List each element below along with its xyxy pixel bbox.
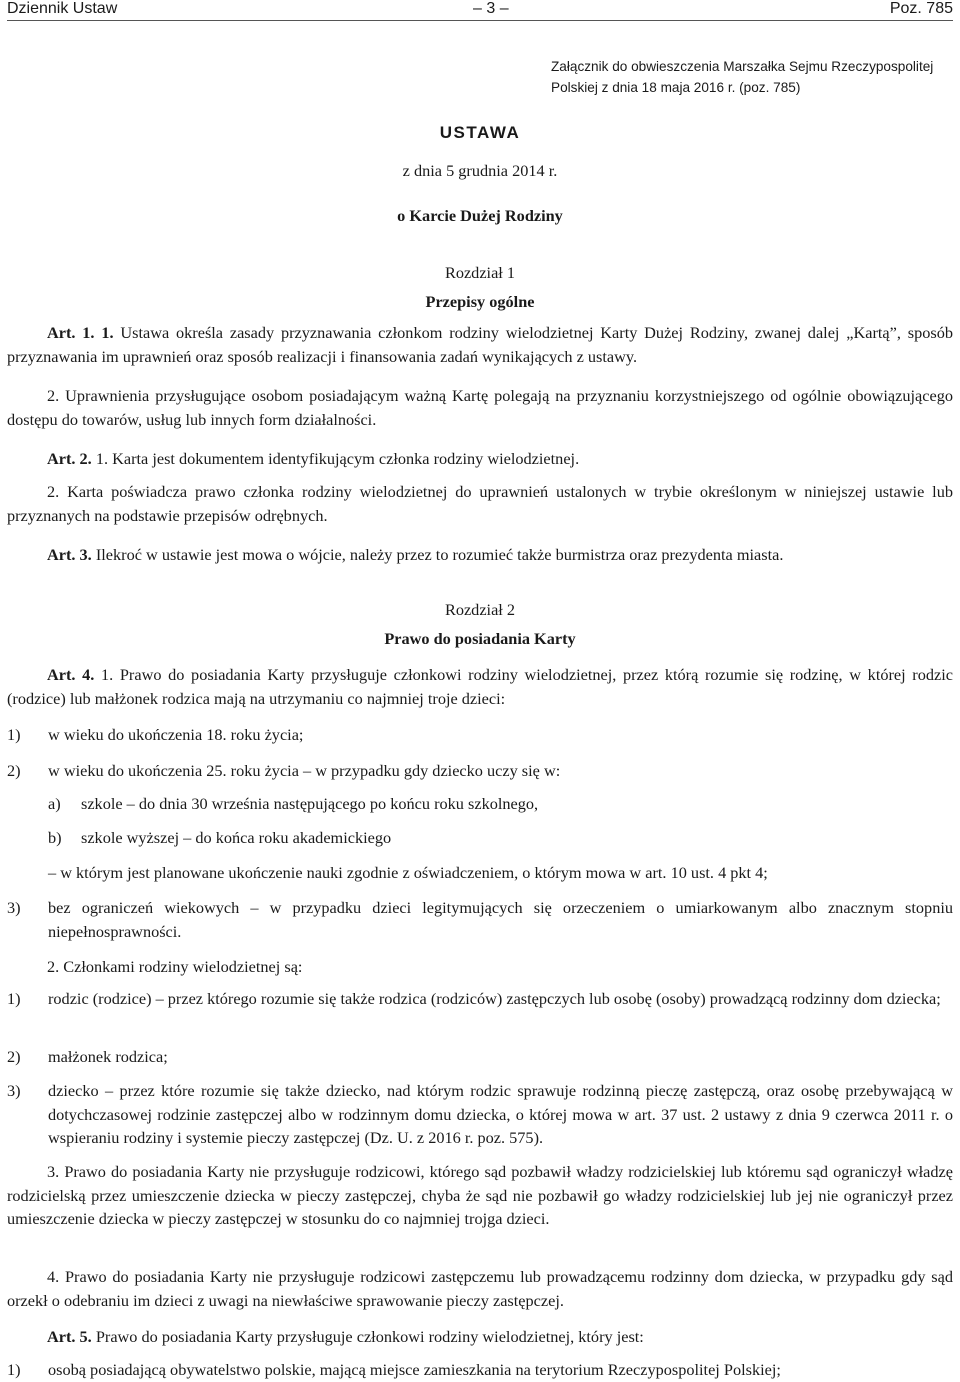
item-number: 1)	[7, 725, 21, 744]
art-1-label: Art. 1. 1.	[47, 323, 114, 342]
art-4-par-1	[7, 663, 953, 710]
page-number: – 3 –	[473, 0, 509, 17]
art-3	[7, 543, 953, 567]
art-4-par-3: 3. Prawo do posiadania Karty nie przysługuje rodzicowi, którego sąd pozbawił władzy rodzicielskiej lub któremu sąd ograniczył władzę rodzicielską przez umieszczenie dziecka w pieczy zastępczej, chyba że sąd nie pozbawił go władzy rodzicielskiej lub jej nie ograniczył przez umieszczenie dziecka w pieczy zastępczej w stosunku do co najmniej trojga dzieci.	[7, 1162, 953, 1228]
art-3-label: Art. 3.	[47, 545, 92, 564]
art-1-par-1-text: Ustawa określa zasady przyznawania członkom rodziny wielodzietnej Karty Dużej Rodziny, zwanej dalej „Kartą”, sposób przyznawania im uprawnień oraz sposób realizacji i finansowania zadań wynikających z ustawy.	[7, 323, 953, 366]
item-number: 3)	[7, 1081, 21, 1100]
item-number: 3)	[7, 898, 21, 917]
sub-item-text: szkole – do dnia 30 września następującego po końcu roku szkolnego,	[81, 794, 539, 813]
item-number: 2)	[7, 761, 21, 780]
art-4-par-4: 4. Prawo do posiadania Karty nie przysługuje rodzicowi zastępczemu lub prowadzącemu rodzinny dom dziecka, w przypadku gdy sąd orzekł o odebraniu im dzieci z uwagi na niewłaściwe sprawowanie pieczy zastępczej.	[7, 1267, 953, 1310]
sub-item-letter: a)	[48, 794, 61, 813]
art-5-label: Art. 5.	[47, 1327, 92, 1346]
item-number: 2)	[7, 1047, 21, 1066]
annex-note	[551, 56, 960, 98]
item-text: w wieku do ukończenia 25. roku życia – w przypadku gdy dziecko uczy się w:	[48, 761, 561, 780]
art-4-par-1-text: 1. Prawo do posiadania Karty przysługuje członkowi rodziny wielodzietnej, przez którą rozumie się rodzinę, w której rodzic (rodzice) lub małżonek rodzica mają na utrzymaniu co najmniej troje dzieci:	[7, 665, 953, 708]
act-date: z dnia 5 grudnia 2014 r.	[402, 161, 558, 180]
list-item	[7, 987, 953, 1034]
art-3-text: Ilekroć w ustawie jest mowa o wójcie, należy przez to rozumieć także burmistrza oraz prezydenta miasta.	[91, 545, 784, 564]
item-text: osobą posiadającą obywatelstwo polskie, mającą miejsce zamieszkania na terytorium Rzeczypospolitej Polskiej;	[48, 1360, 781, 1379]
art-1-par-1	[7, 321, 953, 368]
item-text: dziecko – przez które rozumie się także dziecko, nad którym rodzic sprawuje rodzinną pieczę zastępczą, oraz osobę przebywającą w dotychczasowej rodzinie zastępczej albo w rodzinnym domu dziecka, o której mowa w art. 37 ust. 2 ustawy z dnia 9 czerwca 2011 r. o wspieraniu rodziny i systemie pieczy zastępczej (Dz. U. z 2016 r. poz. 575).	[48, 1081, 953, 1147]
act-type: USTAWA	[439, 123, 521, 142]
art-5	[7, 1325, 953, 1349]
running-header	[7, 0, 953, 21]
annex-line-1: Załącznik do obwieszczenia Marszałka Sejmu Rzeczypospolitej	[551, 59, 934, 74]
journal-name: Dziennik Ustaw	[7, 0, 118, 17]
chapter-2-title: Prawo do posiadania Karty	[384, 629, 576, 648]
item-number: 1)	[7, 1360, 21, 1379]
item-number: 1)	[7, 989, 21, 1008]
art-2-par-2: 2. Karta poświadcza prawo członka rodziny wielodzietnej do uprawnień ustalonych w trybie określonym w niniejszej ustawie lub przyznanych na podstawie przepisów odrębnych.	[7, 482, 953, 525]
art-4-par-2: 2. Członkami rodziny wielodzietnej są:	[47, 957, 303, 976]
art-5-text: Prawo do posiadania Karty przysługuje członkowi rodziny wielodzietnej, który jest:	[91, 1327, 644, 1346]
art-2-par-1	[7, 447, 953, 471]
item-2-tail: – w którym jest planowane ukończenie nauki zgodnie z oświadczeniem, o którym mowa w art. 10 ust. 4 pkt 4;	[48, 863, 768, 882]
art-1-par-2: 2. Uprawnienia przysługujące osobom posiadającym ważną Kartę polegają na przyznaniu korzystniejszego od ogólnie obowiązującego dostępu do towarów, usług lub innych form działalności.	[7, 386, 953, 429]
list-item	[7, 1079, 953, 1149]
art-2-par-1-text: 1. Karta jest dokumentem identyfikującym członka rodziny wielodzietnej.	[91, 449, 580, 468]
item-text: bez ograniczeń wiekowych – w przypadku dzieci legitymujących się orzeczeniem o umiarkowanym albo znacznym stopniu niepełnosprawności.	[48, 898, 953, 941]
chapter-2-label: Rozdział 2	[444, 600, 516, 619]
chapter-1-title: Przepisy ogólne	[425, 292, 535, 311]
annex-line-2: Polskiej z dnia 18 maja 2016 r. (poz. 785)	[551, 80, 801, 95]
art-4-label: Art. 4.	[47, 665, 95, 684]
position-number: Poz. 785	[889, 0, 953, 17]
item-text: małżonek rodzica;	[48, 1047, 168, 1066]
art-2-label: Art. 2.	[47, 449, 92, 468]
sub-item-text: szkole wyższej – do końca roku akademickiego	[81, 828, 392, 847]
item-text: w wieku do ukończenia 18. roku życia;	[48, 725, 304, 744]
item-text: rodzic (rodzice) – przez którego rozumie się także rodzica (rodziców) zastępczych lub osobę (osoby) prowadzącą rodzinny dom dziecka;	[48, 989, 941, 1008]
list-item	[7, 896, 953, 943]
chapter-1-label: Rozdział 1	[444, 263, 516, 282]
sub-item-letter: b)	[48, 828, 62, 847]
act-subject: o Karcie Dużej Rodziny	[397, 206, 563, 225]
